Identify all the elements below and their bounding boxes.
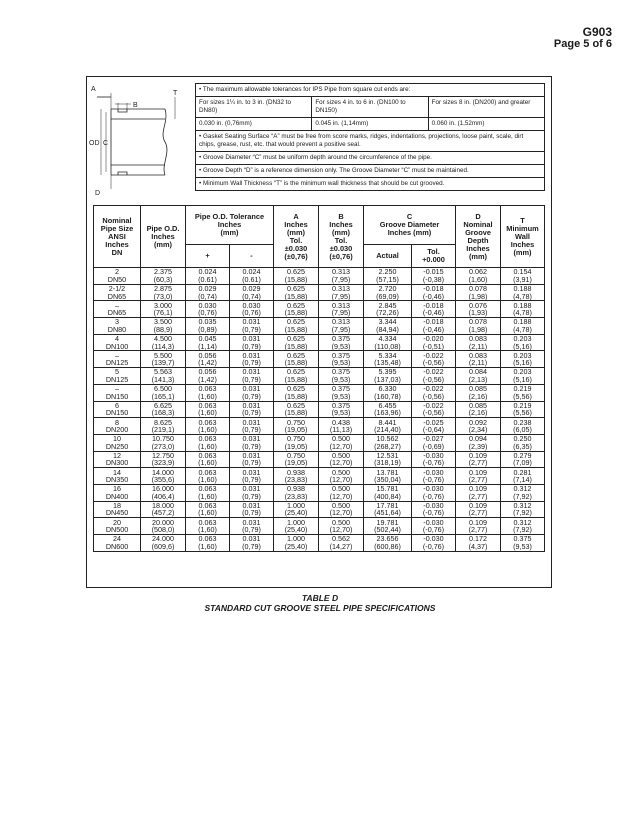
label-od: OD <box>89 140 100 147</box>
table-cell: 2.250 (57,15) <box>364 268 412 285</box>
label-c: C <box>103 140 109 147</box>
table-cell: 0.375 (9,53) <box>319 368 364 385</box>
col-t: T Minimum Wall Inches (mm) <box>501 206 545 268</box>
tolerance-intro: • The maximum allowable tolerances for IPS Pipe from square cut ends are: <box>196 84 544 97</box>
table-cell: 15.781 (400,84) <box>364 484 412 501</box>
table-cell: 0.500 (12,70) <box>319 518 364 535</box>
table-cell: 24 DN600 <box>94 535 141 552</box>
table-cell: 8.441 (214,40) <box>364 418 412 435</box>
table-cell: 0.031 (0,79) <box>230 518 274 535</box>
table-cell: 0.312 (7,92) <box>501 518 545 535</box>
table-row <box>94 334 545 351</box>
table-cell: 0.188 (4,78) <box>501 301 545 318</box>
table-row <box>94 484 545 501</box>
table-cell: 0.625 (15,88) <box>274 284 319 301</box>
table-cell: 10 DN250 <box>94 434 141 451</box>
table-cell: -0.020 (-0,51) <box>412 334 456 351</box>
table-cell: 0.031 (0,79) <box>230 468 274 485</box>
table-cell: 6.455 (163,96) <box>364 401 412 418</box>
table-cell: 0.500 (12,70) <box>319 451 364 468</box>
caption-title: TABLE D <box>301 593 339 603</box>
table-cell: 3.344 (84,94) <box>364 318 412 335</box>
table-cell: 4 DN100 <box>94 334 141 351</box>
table-cell: 0.109 (2,77) <box>456 484 501 501</box>
table-cell: 0.625 (15,88) <box>274 301 319 318</box>
table-cell: 0.031 (0,79) <box>230 484 274 501</box>
table-cell: 0.109 (2,77) <box>456 518 501 535</box>
table-cell: 0.063 (1,60) <box>186 401 230 418</box>
table-cell: 20.000 (508,0) <box>141 518 186 535</box>
table-cell: -0.030 (-0,76) <box>412 535 456 552</box>
table-cell: 1.000 (25,40) <box>274 518 319 535</box>
table-cell: 0.375 (9,53) <box>319 334 364 351</box>
label-d: D <box>95 190 101 197</box>
table-cell: 0.109 (2,77) <box>456 501 501 518</box>
table-cell: -0.030 (-0,76) <box>412 468 456 485</box>
table-row <box>94 501 545 518</box>
table-cell: 0.031 (0,79) <box>230 535 274 552</box>
table-row <box>94 351 545 368</box>
table-cell: 5 DN125 <box>94 368 141 385</box>
table-row <box>94 468 545 485</box>
table-cell: 0.375 (9,53) <box>319 351 364 368</box>
table-cell: 2 DN50 <box>94 268 141 285</box>
gasket-note: • Gasket Seating Surface “A” must be free from score marks, ridges, indentations, projections, loose paint, scale, dirt chips, grease, rust, etc. that would prevent a positive seal. <box>196 131 544 152</box>
table-cell: 0.188 (4,78) <box>501 318 545 335</box>
table-cell: 0.625 (15,88) <box>274 368 319 385</box>
table-cell: 2.375 (60,3) <box>141 268 186 285</box>
table-cell: 0.031 (0,79) <box>230 318 274 335</box>
table-cell: 0.312 (7,92) <box>501 501 545 518</box>
table-cell: -0.022 (-0,56) <box>412 368 456 385</box>
table-cell: 0.063 (1,60) <box>186 384 230 401</box>
table-cell: 0.063 (1,60) <box>186 501 230 518</box>
table-cell: 0.625 (15,88) <box>274 351 319 368</box>
value-large: 0.060 in. (1,52mm) <box>431 120 485 127</box>
table-cell: 0.056 (1,42) <box>186 368 230 385</box>
table-cell: 0.094 (2,39) <box>456 434 501 451</box>
table-cell: 0.500 (12,70) <box>319 434 364 451</box>
col-od: Pipe O.D. Inches (mm) <box>141 206 186 268</box>
table-cell: 18 DN450 <box>94 501 141 518</box>
col-od-tolerance: Pipe O.D. Tolerance Inches (mm) <box>186 206 274 245</box>
table-cell: 6 DN150 <box>94 401 141 418</box>
table-cell: -0.018 (-0,46) <box>412 301 456 318</box>
table-cell: 0.562 (14,27) <box>319 535 364 552</box>
table-cell: 4.500 (114,3) <box>141 334 186 351</box>
table-row <box>94 268 545 285</box>
table-cell: 0.031 (0,79) <box>230 501 274 518</box>
table-cell: 0.219 (5,56) <box>501 384 545 401</box>
table-cell: 2.720 (69,09) <box>364 284 412 301</box>
table-cell: 0.063 (1,60) <box>186 434 230 451</box>
table-cell: -0.018 (-0,46) <box>412 284 456 301</box>
table-cell: 2.875 (73,0) <box>141 284 186 301</box>
table-cell: 0.625 (15,88) <box>274 318 319 335</box>
table-cell: 0.203 (5,16) <box>501 351 545 368</box>
table-cell: 0.154 (3,91) <box>501 268 545 285</box>
table-cell: 0.500 (12,70) <box>319 484 364 501</box>
table-cell: 0.500 (12,70) <box>319 468 364 485</box>
table-cell: 0.056 (1,42) <box>186 351 230 368</box>
table-cell: 0.063 (1,60) <box>186 484 230 501</box>
table-cell: -0.015 (-0,38) <box>412 268 456 285</box>
table-cell: 0.085 (2,16) <box>456 384 501 401</box>
table-cell: 5.500 (139,7) <box>141 351 186 368</box>
table-cell: 0.031 (0,79) <box>230 384 274 401</box>
table-cell: 0.625 (15,88) <box>274 268 319 285</box>
spec-table <box>93 205 545 552</box>
table-cell: 13.781 (350,04) <box>364 468 412 485</box>
value-medium: 0.045 in. (1,14mm) <box>312 118 428 130</box>
table-cell: 12 DN300 <box>94 451 141 468</box>
table-cell: -0.027 (-0,69) <box>412 434 456 451</box>
table-cell: 0.029 (0,74) <box>186 284 230 301</box>
table-cell: 0.375 (9,53) <box>501 535 545 552</box>
table-row <box>94 418 545 435</box>
label-t: T <box>173 90 178 97</box>
table-cell: 0.045 (1,14) <box>186 334 230 351</box>
table-cell: 0.031 (0,79) <box>230 351 274 368</box>
table-cell: -0.030 (-0,76) <box>412 451 456 468</box>
table-cell: 0.250 (6,35) <box>501 434 545 451</box>
table-cell: 23.656 (600,86) <box>364 535 412 552</box>
table-cell: 12.750 (323,9) <box>141 451 186 468</box>
table-cell: – DN125 <box>94 351 141 368</box>
table-cell: -0.030 (-0,76) <box>412 484 456 501</box>
table-cell: 0.092 (2,34) <box>456 418 501 435</box>
table-cell: 0.279 (7,09) <box>501 451 545 468</box>
table-row <box>94 434 545 451</box>
table-cell: 6.500 (165,1) <box>141 384 186 401</box>
table-cell: 0.312 (7,92) <box>501 484 545 501</box>
table-cell: 0.063 (1,60) <box>186 418 230 435</box>
table-cell: 0.313 (7,95) <box>319 284 364 301</box>
table-cell: 1.000 (25,40) <box>274 501 319 518</box>
tolerance-values <box>196 118 544 131</box>
table-cell: 6.330 (160,78) <box>364 384 412 401</box>
range-medium: For sizes 4 in. to 6 in. (DN100 to DN150) <box>312 97 428 117</box>
value-small: 0.030 in. (0,76mm) <box>196 118 312 130</box>
table-cell: 0.031 (0,79) <box>230 434 274 451</box>
groove-d-note: • Groove Depth “D” is a reference dimension only. The Groove Diameter “C” must be maintained. <box>196 165 544 178</box>
table-cell: 0.238 (6,05) <box>501 418 545 435</box>
table-cell: 1.000 (25,40) <box>274 535 319 552</box>
table-cell: 0.031 (0,79) <box>230 334 274 351</box>
table-cell: 0.083 (2,11) <box>456 334 501 351</box>
table-cell: 14.000 (355,6) <box>141 468 186 485</box>
table-cell: 10.750 (273,0) <box>141 434 186 451</box>
spec-frame <box>86 76 552 588</box>
table-cell: 0.063 (1,60) <box>186 468 230 485</box>
range-large: For sizes 8 in. (DN200) and greater <box>431 99 531 106</box>
table-cell: 0.109 (2,77) <box>456 468 501 485</box>
range-small: For sizes 1¼ in. to 3 in. (DN32 to DN80) <box>196 97 312 117</box>
table-cell: -0.022 (-0,56) <box>412 401 456 418</box>
table-cell: 0.109 (2,77) <box>456 451 501 468</box>
col-a: A Inches (mm) Tol. ±0.030 (±0,76) <box>274 206 319 268</box>
table-cell: 0.219 (5,56) <box>501 401 545 418</box>
table-row <box>94 451 545 468</box>
table-cell: 0.085 (2,16) <box>456 401 501 418</box>
caption-subtitle: STANDARD CUT GROOVE STEEL PIPE SPECIFICATIONS <box>204 603 436 613</box>
table-cell: 2.845 (72,26) <box>364 301 412 318</box>
table-cell: -0.030 (-0,76) <box>412 501 456 518</box>
table-cell: 0.750 (19,05) <box>274 418 319 435</box>
table-row <box>94 301 545 318</box>
col-c-tol: Tol. +0.000 <box>412 245 456 268</box>
table-cell: -0.022 (-0,56) <box>412 351 456 368</box>
table-cell: 6.625 (168,3) <box>141 401 186 418</box>
col-b: B Inches (mm) Tol. ±0.030 (±0,76) <box>319 206 364 268</box>
table-cell: 16.000 (406,4) <box>141 484 186 501</box>
label-b: B <box>133 102 138 109</box>
table-cell: 24.000 (609,6) <box>141 535 186 552</box>
table-cell: 0.938 (23,83) <box>274 484 319 501</box>
page-header <box>554 26 612 50</box>
table-cell: – DN150 <box>94 384 141 401</box>
col-nominal: Nominal Pipe Size ANSI Inches DN <box>94 206 141 268</box>
table-cell: 0.062 (1,60) <box>456 268 501 285</box>
tolerance-notes <box>195 83 545 191</box>
table-cell: 0.750 (19,05) <box>274 451 319 468</box>
table-cell: 0.938 (23,83) <box>274 468 319 485</box>
table-cell: 0.031 (0,79) <box>230 418 274 435</box>
col-c-actual: Actual <box>364 245 412 268</box>
col-d: D Nominal Groove Depth Inches (mm) <box>456 206 501 268</box>
document-code: G903 <box>582 25 612 39</box>
table-cell: 0.375 (9,53) <box>319 384 364 401</box>
table-cell: 12.531 (318,19) <box>364 451 412 468</box>
table-cell: 0.035 (0,89) <box>186 318 230 335</box>
table-cell: 0.625 (15,88) <box>274 334 319 351</box>
table-cell: 0.076 (1,93) <box>456 301 501 318</box>
table-cell: 8 DN200 <box>94 418 141 435</box>
table-cell: 3 DN80 <box>94 318 141 335</box>
table-cell: 0.203 (5,16) <box>501 334 545 351</box>
col-od-tol-minus: - <box>230 245 274 268</box>
table-cell: 0.438 (11,13) <box>319 418 364 435</box>
table-cell: 0.063 (1,60) <box>186 451 230 468</box>
table-cell: 0.281 (7,14) <box>501 468 545 485</box>
table-cell: 0.031 (0,79) <box>230 451 274 468</box>
table-cell: 19.781 (502,44) <box>364 518 412 535</box>
wall-t-note: • Minimum Wall Thickness “T” is the minimum wall thickness that should be cut grooved. <box>199 180 445 187</box>
table-cell: 17.781 (451,64) <box>364 501 412 518</box>
table-cell: 0.084 (2,13) <box>456 368 501 385</box>
table-cell: 0.313 (7,95) <box>319 268 364 285</box>
table-cell: 0.313 (7,95) <box>319 318 364 335</box>
table-cell: 0.625 (15,88) <box>274 401 319 418</box>
table-cell: 0.172 (4,37) <box>456 535 501 552</box>
table-cell: 0.078 (1,98) <box>456 318 501 335</box>
table-cell: 0.625 (15,88) <box>274 384 319 401</box>
spec-table-body <box>94 268 545 552</box>
table-cell: 0.063 (1,60) <box>186 518 230 535</box>
groove-diagram <box>87 77 197 197</box>
table-cell: 5.563 (141,3) <box>141 368 186 385</box>
table-cell: 4.334 (110,08) <box>364 334 412 351</box>
table-row <box>94 384 545 401</box>
table-cell: -0.022 (-0,56) <box>412 384 456 401</box>
table-cell: 0.024 (0.61) <box>186 268 230 285</box>
table-cell: 5.334 (135,48) <box>364 351 412 368</box>
table-cell: 0.313 (7,95) <box>319 301 364 318</box>
table-cell: 8.625 (219,1) <box>141 418 186 435</box>
table-cell: 0.750 (19,05) <box>274 434 319 451</box>
table-cell: 0.078 (1,98) <box>456 284 501 301</box>
table-cell: 0.203 (5,16) <box>501 368 545 385</box>
table-cell: 0.030 (0,76) <box>186 301 230 318</box>
table-row <box>94 318 545 335</box>
col-c: C Groove Diameter Inches (mm) <box>364 206 456 245</box>
groove-c-note: • Groove Diameter “C” must be uniform depth around the circumference of the pipe. <box>196 152 544 165</box>
page-number: Page 5 of 6 <box>553 38 612 50</box>
table-cell: 0.083 (2,11) <box>456 351 501 368</box>
table-row <box>94 401 545 418</box>
table-cell: 0.031 (0,79) <box>230 368 274 385</box>
table-cell: 0.500 (12,70) <box>319 501 364 518</box>
table-row <box>94 535 545 552</box>
table-cell: 0.024 (0.61) <box>230 268 274 285</box>
table-cell: -0.018 (-0,46) <box>412 318 456 335</box>
table-cell: 16 DN400 <box>94 484 141 501</box>
table-cell: 0.031 (0,79) <box>230 401 274 418</box>
table-cell: 14 DN350 <box>94 468 141 485</box>
tolerance-ranges <box>196 97 544 118</box>
table-caption <box>0 593 640 613</box>
table-cell: 3.500 (88,9) <box>141 318 186 335</box>
table-cell: 0.063 (1,60) <box>186 535 230 552</box>
table-row <box>94 518 545 535</box>
table-cell: 0.188 (4,78) <box>501 284 545 301</box>
table-cell: -0.030 (-0,76) <box>412 518 456 535</box>
table-cell: 0.375 (9,53) <box>319 401 364 418</box>
table-cell: 20 DN500 <box>94 518 141 535</box>
table-cell: 0.030 (0,76) <box>230 301 274 318</box>
table-cell: 18.000 (457,2) <box>141 501 186 518</box>
table-row <box>94 368 545 385</box>
table-cell: 5.395 (137,03) <box>364 368 412 385</box>
table-cell: 3.000 (76,1) <box>141 301 186 318</box>
table-cell: 2-1/2 DN65 <box>94 284 141 301</box>
table-cell: – DN65 <box>94 301 141 318</box>
label-a: A <box>91 86 96 93</box>
table-cell: 10.562 (268,27) <box>364 434 412 451</box>
table-row <box>94 284 545 301</box>
table-cell: -0.025 (-0,64) <box>412 418 456 435</box>
col-od-tol-plus: + <box>186 245 230 268</box>
table-cell: 0.029 (0,74) <box>230 284 274 301</box>
